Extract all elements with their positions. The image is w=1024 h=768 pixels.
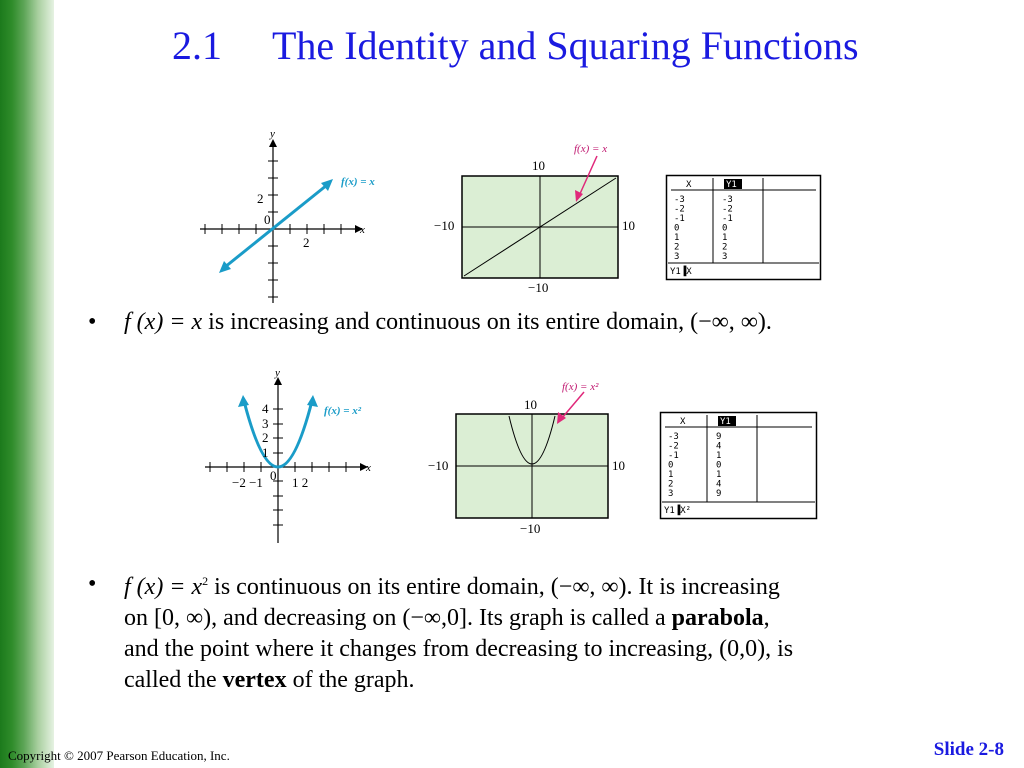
slide-title	[172, 22, 859, 69]
window-ymax: 10	[532, 158, 545, 173]
table-cell-x: 2	[668, 479, 674, 490]
y-tick-3: 3	[262, 416, 269, 431]
y-axis-label: y	[275, 367, 280, 379]
slide-number: Slide 2-8	[933, 739, 1004, 760]
bullet2-on: on	[124, 605, 154, 631]
bullet-marker-2: •	[88, 571, 97, 597]
title-text: The Identity and Squaring Functions	[272, 23, 859, 68]
bullet2-formula: f (x) = x	[124, 574, 203, 600]
table-cell-y: 2	[722, 242, 728, 253]
table-cell-y: 0	[716, 460, 722, 471]
bullet2-called-text: Its graph is called a	[473, 605, 672, 631]
window-xmax: 10	[612, 458, 625, 473]
bullet-2	[124, 566, 793, 696]
curve-label: f(x) = x	[341, 176, 375, 188]
bullet2-decreasing-text: and decreasing on	[217, 605, 403, 631]
origin-label: 0	[270, 468, 277, 483]
table-cell-x: -2	[674, 204, 685, 215]
identity-calculator-window	[432, 138, 647, 298]
parabola-calculator-window	[426, 374, 641, 539]
table-cell-y: -3	[722, 195, 733, 205]
window-ymin: −10	[520, 521, 541, 536]
copyright-footer: Copyright © 2007 Pearson Education, Inc.	[8, 748, 230, 763]
table-cell-y: -1	[722, 214, 733, 224]
table-cell-y: 4	[716, 441, 722, 452]
table-cell-y: 4	[716, 479, 722, 490]
bullet2-called-the: called the	[124, 667, 223, 693]
bullet-marker-1: •	[88, 309, 97, 335]
table-cell-x: 3	[668, 489, 674, 499]
parabola-value-table	[660, 412, 818, 520]
table-header-x: X	[680, 417, 686, 427]
bullet2-exponent: 2	[202, 574, 209, 588]
table-footer: Y1▐X	[670, 267, 692, 277]
bullet2-of-graph: of the graph.	[286, 667, 415, 693]
table-cell-y: 9	[716, 432, 722, 442]
left-decor-stripe	[0, 0, 54, 768]
bullet2-line1-domain: (−∞, ∞).	[550, 574, 633, 600]
window-ymin: −10	[528, 280, 549, 295]
table-header-y: Y1	[720, 417, 731, 427]
parabola-graph	[200, 367, 390, 547]
table-cell-y: 3	[722, 252, 728, 262]
window-ymax: 10	[524, 397, 537, 412]
bullet2-increasing-interval: [0, ∞),	[154, 605, 218, 631]
table-cell-y: 1	[716, 470, 722, 480]
table-cell-x: 2	[674, 242, 680, 253]
identity-value-table	[666, 175, 822, 281]
identity-graph	[195, 125, 415, 305]
bullet2-line-2	[124, 603, 793, 634]
table-cell-x: 3	[674, 252, 680, 262]
table-cell-x: 0	[674, 223, 680, 234]
table-cell-x: 0	[668, 460, 674, 471]
bullet1-domain: (−∞, ∞).	[690, 309, 772, 335]
bullet1-text: is increasing and continuous on its entire domain,	[202, 309, 691, 335]
table-cell-y: -2	[722, 204, 733, 215]
window-curve-label: f(x) = x	[574, 143, 608, 155]
curve-label: f(x) = x²	[324, 405, 362, 417]
y-tick-1: 1	[262, 445, 269, 460]
table-cell-y: 1	[722, 233, 728, 243]
y-tick-2: 2	[262, 430, 269, 445]
table-cell-x: -3	[674, 195, 685, 205]
bullet2-vertex-term: vertex	[222, 667, 287, 693]
table-cell-x: -3	[668, 432, 679, 442]
bullet-1	[124, 307, 772, 338]
table-cell-y: 9	[716, 489, 722, 499]
origin-label: 0	[264, 212, 271, 227]
table-header-x: X	[686, 180, 692, 190]
x-tick-label: 2	[303, 235, 310, 250]
table-cell-y: 1	[716, 451, 722, 461]
table-cell-x: -2	[668, 441, 679, 452]
y-tick-4: 4	[262, 401, 269, 416]
window-xmin: −10	[434, 218, 455, 233]
x-axis-label: x	[366, 462, 371, 474]
window-curve-label: f(x) = x²	[562, 381, 599, 393]
bullet2-line1-tail: It is increasing	[632, 574, 780, 600]
window-xmin: −10	[428, 458, 449, 473]
section-number: 2.1	[172, 23, 222, 68]
table-cell-x: -1	[674, 214, 685, 224]
y-axis-label: y	[270, 128, 275, 140]
bullet2-line-1	[124, 566, 793, 603]
y-tick-label: 2	[257, 191, 264, 206]
bullet2-line1-text: is continuous on its entire domain,	[208, 574, 551, 600]
table-cell-y: 0	[722, 223, 728, 234]
bullet2-decreasing-interval: (−∞,0].	[402, 605, 473, 631]
table-cell-x: 1	[668, 470, 674, 480]
bullet1-formula: f (x) = x	[124, 309, 203, 335]
table-header-y: Y1	[726, 180, 737, 190]
bullet2-comma: ,	[763, 605, 770, 631]
x-axis-label: x	[360, 224, 365, 236]
x-ticks-negative: −2 −1	[232, 475, 263, 490]
bullet2-parabola-term: parabola	[671, 605, 764, 631]
bullet2-line-4	[124, 665, 793, 696]
window-xmax: 10	[622, 218, 635, 233]
table-footer: Y1▐X²	[664, 506, 692, 516]
x-ticks-positive: 1 2	[292, 475, 309, 490]
table-cell-x: 1	[674, 233, 680, 243]
table-cell-x: -1	[668, 451, 679, 461]
bullet2-line-3: and the point where it changes from decreasing to increasing, (0,0), is	[124, 636, 794, 662]
